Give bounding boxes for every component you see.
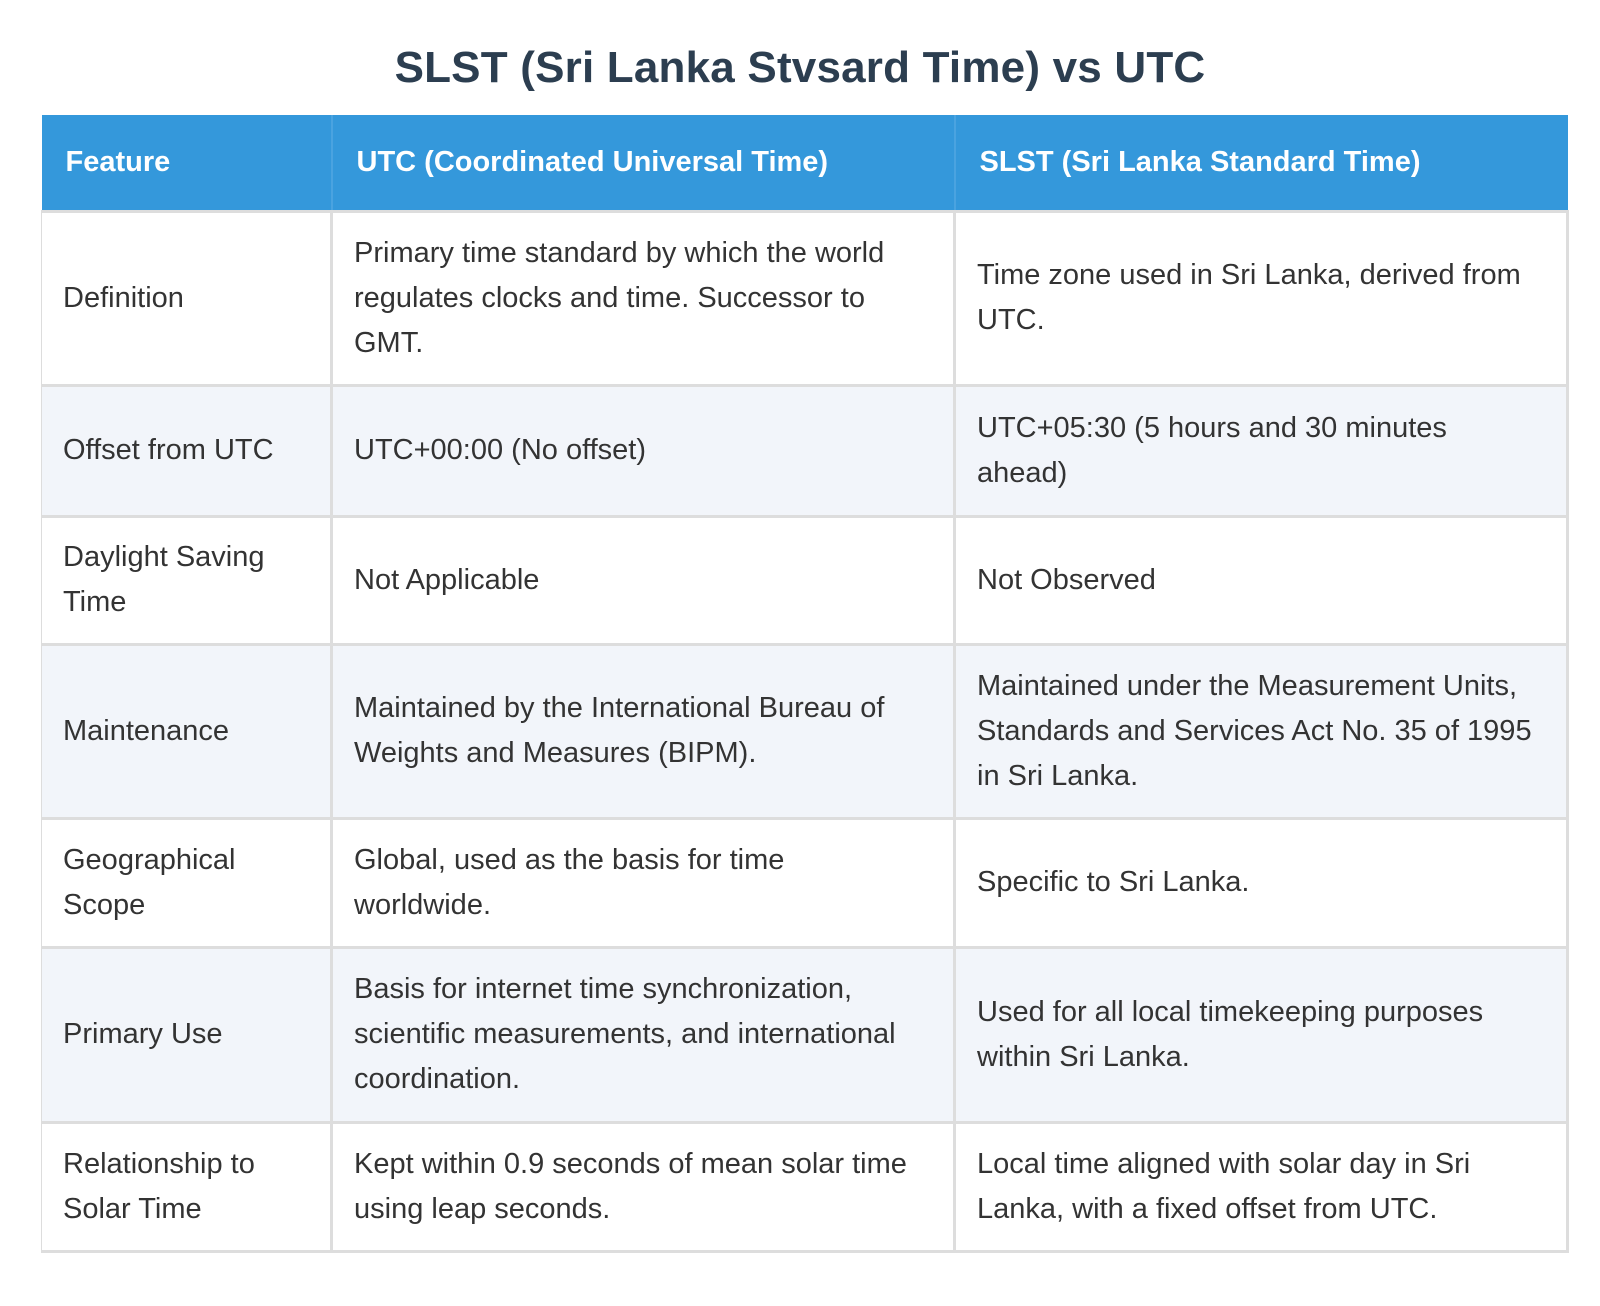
table-row	[42, 211, 1568, 385]
feature-cell: Definition	[42, 211, 332, 385]
table-row	[42, 947, 1568, 1122]
utc-cell: Basis for internet time synchronization, scientific measurements, and international coordination.	[332, 947, 955, 1122]
utc-cell: Kept within 0.9 seconds of mean solar time using leap seconds.	[332, 1122, 955, 1251]
feature-cell: Geographical Scope	[42, 818, 332, 947]
header-feature: Feature	[42, 115, 332, 211]
feature-cell: Primary Use	[42, 947, 332, 1122]
slst-cell: UTC+05:30 (5 hours and 30 minutes ahead)	[955, 385, 1568, 516]
table-row	[42, 516, 1568, 644]
utc-cell: Not Applicable	[332, 516, 955, 644]
table-row	[42, 1122, 1568, 1251]
table-body	[42, 211, 1568, 1251]
header-row	[42, 115, 1568, 211]
slst-cell: Not Observed	[955, 516, 1568, 644]
feature-cell: Maintenance	[42, 644, 332, 818]
utc-cell: Primary time standard by which the world regulates clocks and time. Successor to GMT.	[332, 211, 955, 385]
slst-cell: Time zone used in Sri Lanka, derived from UTC.	[955, 211, 1568, 385]
feature-cell: Relationship to Solar Time	[42, 1122, 332, 1251]
feature-cell: Daylight Saving Time	[42, 516, 332, 644]
table-header	[42, 115, 1568, 211]
slst-cell: Local time aligned with solar day in Sri Lanka, with a fixed offset from UTC.	[955, 1122, 1568, 1251]
utc-cell: Global, used as the basis for time worldwide.	[332, 818, 955, 947]
table-row	[42, 818, 1568, 947]
header-slst: SLST (Sri Lanka Standard Time)	[955, 115, 1568, 211]
slst-cell: Specific to Sri Lanka.	[955, 818, 1568, 947]
table-row	[42, 644, 1568, 818]
table-row	[42, 385, 1568, 516]
utc-cell: Maintained by the International Bureau of Weights and Measures (BIPM).	[332, 644, 955, 818]
slst-cell: Used for all local timekeeping purposes within Sri Lanka.	[955, 947, 1568, 1122]
page-title: SLST (Sri Lanka Stvsard Time) vs UTC	[394, 43, 1206, 92]
comparison-table	[41, 115, 1569, 1253]
feature-cell: Offset from UTC	[42, 385, 332, 516]
header-utc: UTC (Coordinated Universal Time)	[332, 115, 955, 211]
slst-cell: Maintained under the Measurement Units, Standards and Services Act No. 35 of 1995 in Sri Lanka.	[955, 644, 1568, 818]
utc-cell: UTC+00:00 (No offset)	[332, 385, 955, 516]
